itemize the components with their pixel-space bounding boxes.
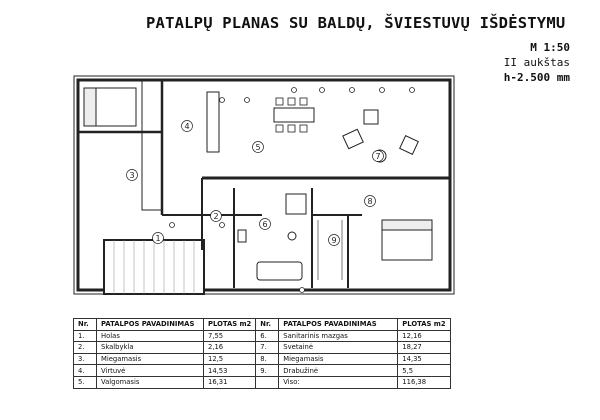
room-schedule-table: [73, 318, 451, 389]
header-name: PATALPOS PAVADINIMAS: [97, 319, 204, 331]
table-header-row: [74, 319, 451, 331]
header-area: PLOTAS m2: [204, 319, 256, 331]
room-label-7: 7: [375, 152, 381, 161]
cell-nr: 5.: [74, 376, 97, 388]
floor-plan: [62, 70, 462, 300]
cell-name: Holas: [97, 330, 204, 342]
room-label-5: 5: [255, 143, 261, 152]
room-label-2: 2: [213, 212, 219, 221]
toilet: [288, 232, 296, 240]
page-title: PATALPŲ PLANAS SU BALDŲ, ŠVIESTUVŲ IŠDĖSTYMU: [146, 14, 566, 32]
cell-area: 14,35: [398, 353, 450, 365]
room-label-6: 6: [262, 220, 268, 229]
table-row: [74, 330, 451, 342]
table-row: [74, 365, 451, 377]
closet-rack: [318, 220, 342, 280]
cell-area: 116,38: [398, 376, 450, 388]
cell-nr: 6.: [256, 330, 279, 342]
cell-name: Valgomasis: [97, 376, 204, 388]
table-row: [74, 342, 451, 354]
header-nr-2: Nr.: [256, 319, 279, 331]
dining-chairs: [276, 98, 307, 132]
floor-label: II aukštas: [503, 56, 570, 69]
height-label: h-2.500 mm: [503, 71, 570, 84]
cell-name: Virtuvė: [97, 365, 204, 377]
cell-area: 14,53: [204, 365, 256, 377]
sofa: [364, 110, 378, 124]
kitchen-counter: [142, 80, 162, 210]
room-label-1: 1: [155, 234, 161, 243]
cell-area: 16,31: [204, 376, 256, 388]
cell-area: 2,16: [204, 342, 256, 354]
room-label-3: 3: [129, 171, 135, 180]
sink: [238, 230, 246, 242]
cell-area: 7,55: [204, 330, 256, 342]
cell-area: 5,5: [398, 365, 450, 377]
room-label-9: 9: [331, 236, 337, 245]
cell-area: 12,5: [204, 353, 256, 365]
cell-nr: 9.: [256, 365, 279, 377]
bed-8-pillows: [382, 220, 432, 230]
bed-3-pillows: [84, 88, 96, 126]
armchair-1: [343, 129, 363, 148]
shower: [286, 194, 306, 214]
cell-name: Miegamasis: [97, 353, 204, 365]
cell-area: 12,16: [398, 330, 450, 342]
cell-nr: 2.: [74, 342, 97, 354]
scale-label: M 1:50: [530, 41, 570, 54]
cell-name: Drabužinė: [279, 365, 398, 377]
cell-nr: 7.: [256, 342, 279, 354]
cell-nr: 1.: [74, 330, 97, 342]
table-row: [74, 353, 451, 365]
cell-area: 18,27: [398, 342, 450, 354]
cell-name: Miegamasis: [279, 353, 398, 365]
header-nr: Nr.: [74, 319, 97, 331]
room-label-4: 4: [184, 122, 190, 131]
header-area-2: PLOTAS m2: [398, 319, 450, 331]
armchair-2: [400, 136, 419, 155]
cell-nr: [256, 376, 279, 388]
cell-nr: 4.: [74, 365, 97, 377]
cell-name: Sanitarinis mazgas: [279, 330, 398, 342]
room-label-8: 8: [367, 197, 373, 206]
cell-name: Skalbykla: [97, 342, 204, 354]
header-name-2: PATALPOS PAVADINIMAS: [279, 319, 398, 331]
cell-nr: 3.: [74, 353, 97, 365]
cell-nr: 8.: [256, 353, 279, 365]
cell-name: Viso:: [279, 376, 398, 388]
dining-table: [274, 108, 314, 122]
kitchen-island: [207, 92, 219, 152]
table-row: [74, 376, 451, 388]
cell-name: Svetainė: [279, 342, 398, 354]
bathtub: [257, 262, 302, 280]
